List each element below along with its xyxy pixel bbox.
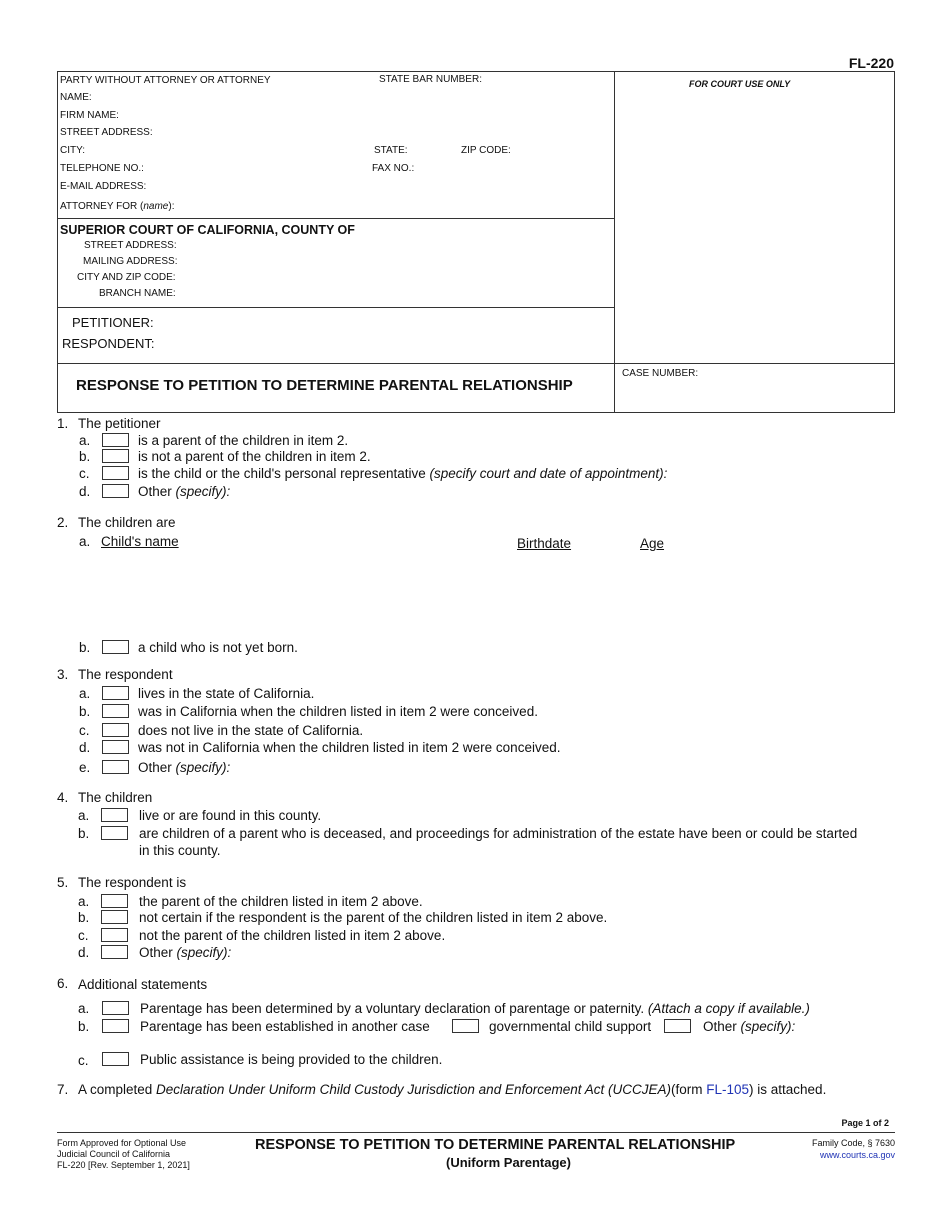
item3b-checkbox[interactable] <box>102 704 129 718</box>
item3e-checkbox[interactable] <box>102 760 129 774</box>
item5a-letter: a. <box>78 894 90 909</box>
item3a-text: lives in the state of California. <box>138 686 315 701</box>
item5c-letter: c. <box>78 928 89 943</box>
item1c-checkbox[interactable] <box>102 466 129 480</box>
item6b-other-checkbox[interactable] <box>664 1019 691 1033</box>
item2b-letter: b. <box>79 640 91 655</box>
item5-num: 5. <box>57 875 69 890</box>
item4b-checkbox[interactable] <box>101 826 128 840</box>
item6a-text: Parentage has been determined by a voluntary declaration of parentage or paternity. (Attach a copy if available.) <box>140 1001 810 1016</box>
item1-title: The petitioner <box>78 416 161 431</box>
footer-code: Family Code, § 7630 <box>811 1138 895 1148</box>
court-use-only-label: FOR COURT USE ONLY <box>689 79 791 89</box>
item5b-text: not certain if the respondent is the parent of the children listed in item 2 above. <box>139 910 608 925</box>
item5b-checkbox[interactable] <box>101 910 128 924</box>
item5d-letter: d. <box>78 945 90 960</box>
item2b-text: a child who is not yet born. <box>138 640 298 655</box>
item6b-text: Parentage has been established in another case <box>140 1019 430 1034</box>
name-label: NAME: <box>60 92 92 103</box>
item5b-letter: b. <box>78 910 90 925</box>
fax-label: FAX NO.: <box>372 163 415 174</box>
footer-website-link[interactable]: www.courts.ca.gov <box>819 1150 895 1160</box>
footer-approved-3: FL-220 [Rev. September 1, 2021] <box>57 1160 190 1170</box>
caption-box <box>57 71 895 413</box>
item1a-letter: a. <box>79 433 91 448</box>
item1d-letter: d. <box>79 484 91 499</box>
item6b-gov-support-checkbox[interactable] <box>452 1019 479 1033</box>
item3e-letter: e. <box>79 760 91 775</box>
item4b-text-line2: in this county. <box>139 843 221 858</box>
item6a-checkbox[interactable] <box>102 1001 129 1015</box>
item4-num: 4. <box>57 790 69 805</box>
item2b-checkbox[interactable] <box>102 640 129 654</box>
item3c-checkbox[interactable] <box>102 723 129 737</box>
item6-title: Additional statements <box>78 977 208 992</box>
petitioner-label: PETITIONER: <box>72 315 154 330</box>
age-header: Age <box>640 536 665 551</box>
item5d-checkbox[interactable] <box>101 945 128 959</box>
firm-name-label: FIRM NAME: <box>60 110 119 121</box>
caption-line-attorney <box>57 218 614 219</box>
item7-text: A completed Declaration Under Uniform Child Custody Jurisdiction and Enforcement Act (UCCJEA)(form FL-105) is attached. <box>78 1082 827 1097</box>
item6-num: 6. <box>57 976 69 991</box>
item4a-letter: a. <box>78 808 90 823</box>
item5d-text: Other (specify): <box>139 945 232 960</box>
item3b-text: was in California when the children listed in item 2 were conceived. <box>138 704 538 719</box>
item3e-text: Other (specify): <box>138 760 231 775</box>
street-address-label: STREET ADDRESS: <box>60 127 153 138</box>
item1-num: 1. <box>57 416 69 431</box>
item5a-text: the parent of the children listed in item 2 above. <box>139 894 423 909</box>
item6a-letter: a. <box>78 1001 90 1016</box>
footer-approved-2: Judicial Council of California <box>57 1149 171 1159</box>
item3d-checkbox[interactable] <box>102 740 129 754</box>
item1d-text: Other (specify): <box>138 484 231 499</box>
item3-title: The respondent <box>78 667 173 682</box>
item2-title: The children are <box>78 515 176 530</box>
item3c-text: does not live in the state of California. <box>138 723 364 738</box>
item5a-checkbox[interactable] <box>101 894 128 908</box>
zip-label: ZIP CODE: <box>461 145 511 156</box>
footer-title: RESPONSE TO PETITION TO DETERMINE PARENTAL RELATIONSHIP <box>255 1137 736 1153</box>
caption-divider <box>614 71 615 413</box>
item5-title: The respondent is <box>78 875 187 890</box>
court-title: SUPERIOR COURT OF CALIFORNIA, COUNTY OF <box>60 223 355 237</box>
item6b-gov-support-text: governmental child support <box>489 1019 652 1034</box>
item6c-letter: c. <box>78 1053 89 1068</box>
caption-line-court <box>57 307 614 308</box>
item1c-text: is the child or the child's personal representative (specify court and date of appointment): <box>138 466 668 481</box>
item3d-letter: d. <box>79 740 91 755</box>
item3b-letter: b. <box>79 704 91 719</box>
item3d-text: was not in California when the children listed in item 2 were conceived. <box>138 740 561 755</box>
court-city-zip-label: CITY AND ZIP CODE: <box>77 272 176 283</box>
footer-line <box>57 1132 895 1133</box>
birthdate-header: Birthdate <box>517 536 572 551</box>
item1b-letter: b. <box>79 449 91 464</box>
item6b-other-text: Other (specify): <box>703 1019 796 1034</box>
item5c-text: not the parent of the children listed in item 2 above. <box>139 928 446 943</box>
item4b-letter: b. <box>78 826 90 841</box>
item2-num: 2. <box>57 515 69 530</box>
caption-line-parties <box>57 363 895 364</box>
case-number-label: CASE NUMBER: <box>622 368 699 379</box>
item1c-letter: c. <box>79 466 90 481</box>
item4a-text: live or are found in this county. <box>139 808 322 823</box>
child-name-header: Child's name <box>101 534 179 549</box>
telephone-label: TELEPHONE NO.: <box>60 163 144 174</box>
item6c-text: Public assistance is being provided to the children. <box>140 1052 443 1067</box>
fl-105-link[interactable]: FL-105 <box>706 1082 750 1097</box>
page-number: Page 1 of 2 <box>841 1118 889 1128</box>
item6c-checkbox[interactable] <box>102 1052 129 1066</box>
item6b-letter: b. <box>78 1019 90 1034</box>
item5c-checkbox[interactable] <box>101 928 128 942</box>
attorney-for-label: ATTORNEY FOR (name): <box>60 201 175 212</box>
footer-approved-1: Form Approved for Optional Use <box>57 1138 187 1148</box>
email-label: E-MAIL ADDRESS: <box>60 181 147 192</box>
item3c-letter: c. <box>79 723 90 738</box>
item1d-checkbox[interactable] <box>102 484 129 498</box>
item4a-checkbox[interactable] <box>101 808 128 822</box>
item3a-checkbox[interactable] <box>102 686 129 700</box>
item3-num: 3. <box>57 667 69 682</box>
item4-title: The children <box>78 790 153 805</box>
footer-subtitle: (Uniform Parentage) <box>446 1155 571 1170</box>
item3a-letter: a. <box>79 686 91 701</box>
item1b-text: is not a parent of the children in item 2. <box>138 449 371 464</box>
item1a-text: is a parent of the children in item 2. <box>138 433 349 448</box>
item2a-letter: a. <box>79 534 91 549</box>
court-mailing-label: MAILING ADDRESS: <box>83 256 178 267</box>
state-bar-label: STATE BAR NUMBER: <box>379 74 482 85</box>
item1a-checkbox[interactable] <box>102 433 129 447</box>
state-label: STATE: <box>374 145 408 156</box>
item6b-checkbox[interactable] <box>102 1019 129 1033</box>
item1b-checkbox[interactable] <box>102 449 129 463</box>
court-street-label: STREET ADDRESS: <box>84 240 177 251</box>
form-number: FL-220 <box>848 55 894 71</box>
party-label: PARTY WITHOUT ATTORNEY OR ATTORNEY <box>60 75 271 86</box>
form-title: RESPONSE TO PETITION TO DETERMINE PARENTAL RELATIONSHIP <box>76 377 573 394</box>
city-label: CITY: <box>60 145 86 156</box>
item7-num: 7. <box>57 1082 69 1097</box>
respondent-label: RESPONDENT: <box>62 336 155 351</box>
item4b-text-line1: are children of a parent who is deceased, and proceedings for administration of the estate have been or could be started <box>139 826 858 841</box>
court-branch-label: BRANCH NAME: <box>99 288 176 299</box>
